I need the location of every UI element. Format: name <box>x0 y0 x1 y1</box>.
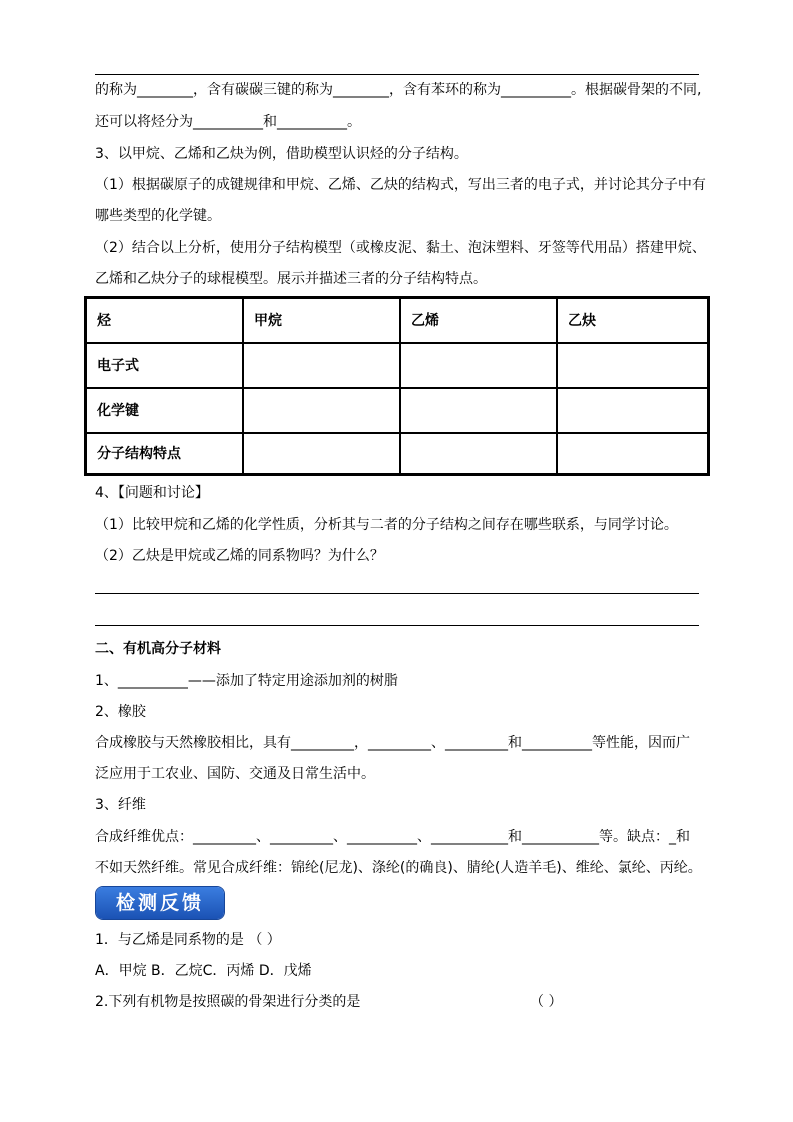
text-line: 1、__________——添加了特定用途添加剂的树脂 <box>95 673 398 689</box>
text-line: 3、纤维 <box>95 797 146 813</box>
text-line: （2）乙炔是甲烷或乙烯的同系物吗？为什么？ <box>95 548 384 564</box>
text-line: （1）根据碳原子的成键规律和甲烷、乙烯、乙炔的结构式，写出三者的电子式，并讨论其分子中有 <box>95 177 706 193</box>
text-line: 还可以将烃分为__________和__________。 <box>95 114 361 130</box>
table-header: 乙烯 <box>400 298 557 343</box>
table-header: 烃 <box>86 298 244 343</box>
text-line: 2、橡胶 <box>95 704 146 720</box>
table-cell[interactable] <box>243 388 400 433</box>
table-cell[interactable] <box>243 433 400 475</box>
question-3-title: 3、以甲烷、乙烯和乙炔为例，借助模型认识烃的分子结构。 <box>95 146 468 162</box>
text-line: 合成橡胶与天然橡胶相比，具有_________，_________、_________和__________等性能，因而广 <box>95 735 690 751</box>
answer-line[interactable] <box>95 593 699 594</box>
table-cell[interactable] <box>400 433 557 475</box>
text-line: 不如天然纤维。常见合成纤维：锦纶(尼龙)、涤纶(的确良)、腈纶(人造羊毛)、维纶、氯纶、丙纶。 <box>95 860 702 876</box>
text-line: 泛应用于工农业、国防、交通及日常生活中。 <box>95 766 375 782</box>
question-2: 2.下列有机物是按照碳的骨架进行分类的是 <box>95 994 361 1010</box>
row-label: 分子结构特点 <box>86 433 244 475</box>
table-cell[interactable] <box>400 343 557 388</box>
table-header: 甲烷 <box>243 298 400 343</box>
row-label: 化学键 <box>86 388 244 433</box>
question-4-title: 4、【问题和讨论】 <box>95 485 209 501</box>
answer-parenthesis: （ ） <box>530 994 563 1010</box>
table-cell[interactable] <box>243 343 400 388</box>
text-line: （1）比较甲烷和乙烯的化学性质，分析其与二者的分子结构之间存在哪些联系，与同学讨论。 <box>95 517 678 533</box>
table-cell[interactable] <box>557 433 709 475</box>
text-line: 哪些类型的化学键。 <box>95 208 221 224</box>
answer-line[interactable] <box>95 625 699 626</box>
table-header: 乙炔 <box>557 298 709 343</box>
text-line: 合成纤维优点：_________、_________、__________、___________和___________等。缺点：_和 <box>95 829 690 845</box>
top-rule <box>95 74 699 75</box>
text-line: 乙烯和乙炔分子的球棍模型。展示并描述三者的分子结构特点。 <box>95 271 487 287</box>
table-cell[interactable] <box>557 343 709 388</box>
question-1-options: A．甲烷 B．乙烷C．丙烯 D．戊烯 <box>95 963 312 979</box>
question-1: 1．与乙烯是同系物的是 （ ） <box>95 932 281 948</box>
text-line: 的称为________，含有碳碳三键的称为________，含有苯环的称为__________。根据碳骨架的不同, <box>95 82 702 98</box>
text-line: （2）结合以上分析，使用分子结构模型（或橡皮泥、黏土、泡沫塑料、牙签等代用品）搭建甲烷、 <box>95 240 706 256</box>
section-heading: 二、有机高分子材料 <box>95 641 221 657</box>
hydrocarbon-table <box>84 296 710 476</box>
feedback-badge: 检测反馈 <box>96 887 224 919</box>
table-cell[interactable] <box>400 388 557 433</box>
row-label: 电子式 <box>86 343 244 388</box>
table-cell[interactable] <box>557 388 709 433</box>
